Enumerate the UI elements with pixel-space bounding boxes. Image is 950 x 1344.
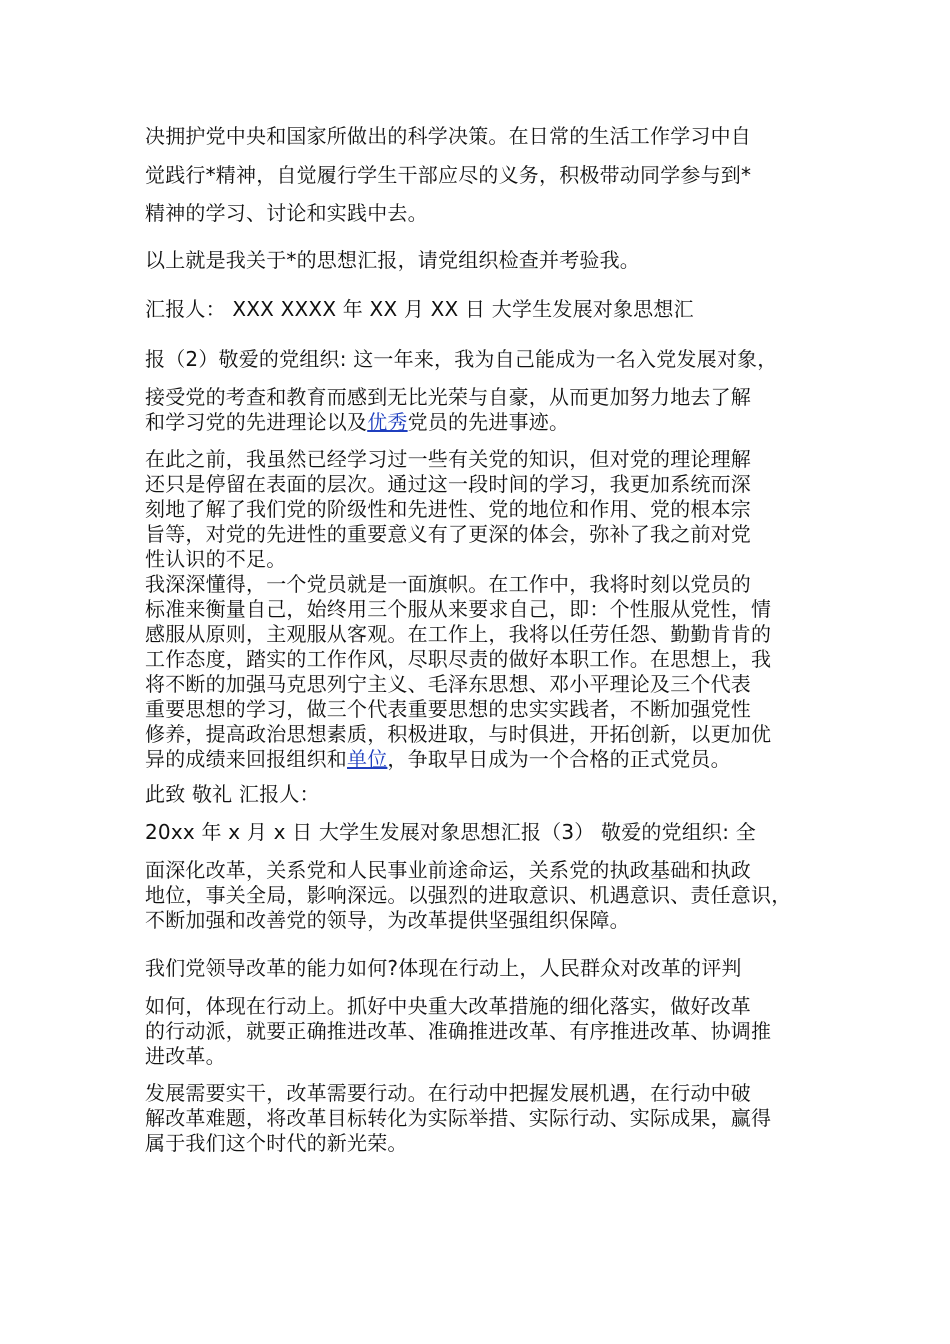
text-line: 还只是停留在表面的层次。通过这一段时间的学习，我更加系统而深 bbox=[145, 472, 751, 496]
text-segment: ，争取早日成为一个合格的正式党员。 bbox=[387, 747, 731, 771]
text-line: 发展需要实干，改革需要行动。在行动中把握发展机遇，在行动中破 bbox=[145, 1081, 751, 1105]
text-line: 精神的学习、讨论和实践中去。 bbox=[145, 201, 428, 225]
text-line: 工作态度，踏实的工作作风，尽职尽责的做好本职工作。在思想上，我 bbox=[145, 647, 772, 671]
text-line: 旨等，对党的先进性的重要意义有了更深的体会，弥补了我之前对党 bbox=[145, 522, 751, 546]
text-line: 在此之前，我虽然已经学习过一些有关党的知识，但对党的理论理解 bbox=[145, 447, 751, 471]
text-line: 20xx 年 x 月 x 日 大学生发展对象思想汇报（3） 敬爱的党组织: 全 bbox=[145, 820, 756, 844]
text-line: 我深深懂得，一个党员就是一面旗帜。在工作中，我将时刻以党员的 bbox=[145, 572, 751, 596]
text-segment: 党员的先进事迹。 bbox=[407, 410, 570, 434]
text-line: 进改革。 bbox=[145, 1044, 226, 1068]
text-line: 重要思想的学习，做三个代表重要思想的忠实实践者，不断加强党性 bbox=[145, 697, 751, 721]
text-line: 不断加强和改善党的领导，为改革提供坚强组织保障。 bbox=[145, 908, 630, 932]
link-danwei[interactable]: 单位 bbox=[347, 747, 388, 771]
text-line: 决拥护党中央和国家所做出的科学决策。在日常的生活工作学习中自 bbox=[145, 124, 751, 148]
text-line-with-link bbox=[145, 410, 825, 434]
text-line: 我们党领导改革的能力如何?体现在行动上，人民群众对改革的评判 bbox=[145, 956, 742, 980]
text-line: 汇报人： XXX XXXX 年 XX 月 XX 日 大学生发展对象思想汇 bbox=[145, 297, 694, 321]
text-line: 如何，体现在行动上。抓好中央重大改革措施的细化落实，做好改革 bbox=[145, 994, 751, 1018]
text-line: 以上就是我关于*的思想汇报，请党组织检查并考验我。 bbox=[145, 248, 640, 272]
text-line: 接受党的考查和教育而感到无比光荣与自豪，从而更加努力地去了解 bbox=[145, 385, 751, 409]
text-line: 此致 敬礼 汇报人： bbox=[145, 782, 320, 806]
text-line: 解改革难题，将改革目标转化为实际举措、实际行动、实际成果，赢得 bbox=[145, 1106, 772, 1130]
text-line: 性认识的不足。 bbox=[145, 547, 287, 571]
text-line: 的行动派，就要正确推进改革、准确推进改革、有序推进改革、协调推 bbox=[145, 1019, 772, 1043]
text-line: 觉践行*精神，自觉履行学生干部应尽的义务，积极带动同学参与到* bbox=[145, 163, 752, 187]
text-line: 属于我们这个时代的新光荣。 bbox=[145, 1131, 408, 1155]
text-segment: 和学习党的先进理论以及 bbox=[145, 410, 368, 434]
link-youxiu[interactable]: 优秀 bbox=[367, 410, 408, 434]
text-segment: 异的成绩来回报组织和 bbox=[145, 747, 347, 771]
text-line: 报（2）敬爱的党组织: 这一年来，我为自己能成为一名入党发展对象， bbox=[145, 347, 778, 371]
text-line: 将不断的加强马克思列宁主义、毛泽东思想、邓小平理论及三个代表 bbox=[145, 672, 751, 696]
text-line: 标准来衡量自己，始终用三个服从来要求自己，即：个性服从党性，情 bbox=[145, 597, 772, 621]
text-line: 刻地了解了我们党的阶级性和先进性、党的地位和作用、党的根本宗 bbox=[145, 497, 751, 521]
text-line: 地位，事关全局，影响深远。以强烈的进取意识、机遇意识、责任意识， bbox=[145, 883, 792, 907]
text-line: 面深化改革，关系党和人民事业前途命运，关系党的执政基础和执政 bbox=[145, 858, 751, 882]
text-line-with-link bbox=[145, 747, 825, 771]
text-line: 修养，提高政治思想素质，积极进取，与时俱进，开拓创新，以更加优 bbox=[145, 722, 772, 746]
text-line: 感服从原则，主观服从客观。在工作上，我将以任劳任怨、勤勤肯肯的 bbox=[145, 622, 772, 646]
